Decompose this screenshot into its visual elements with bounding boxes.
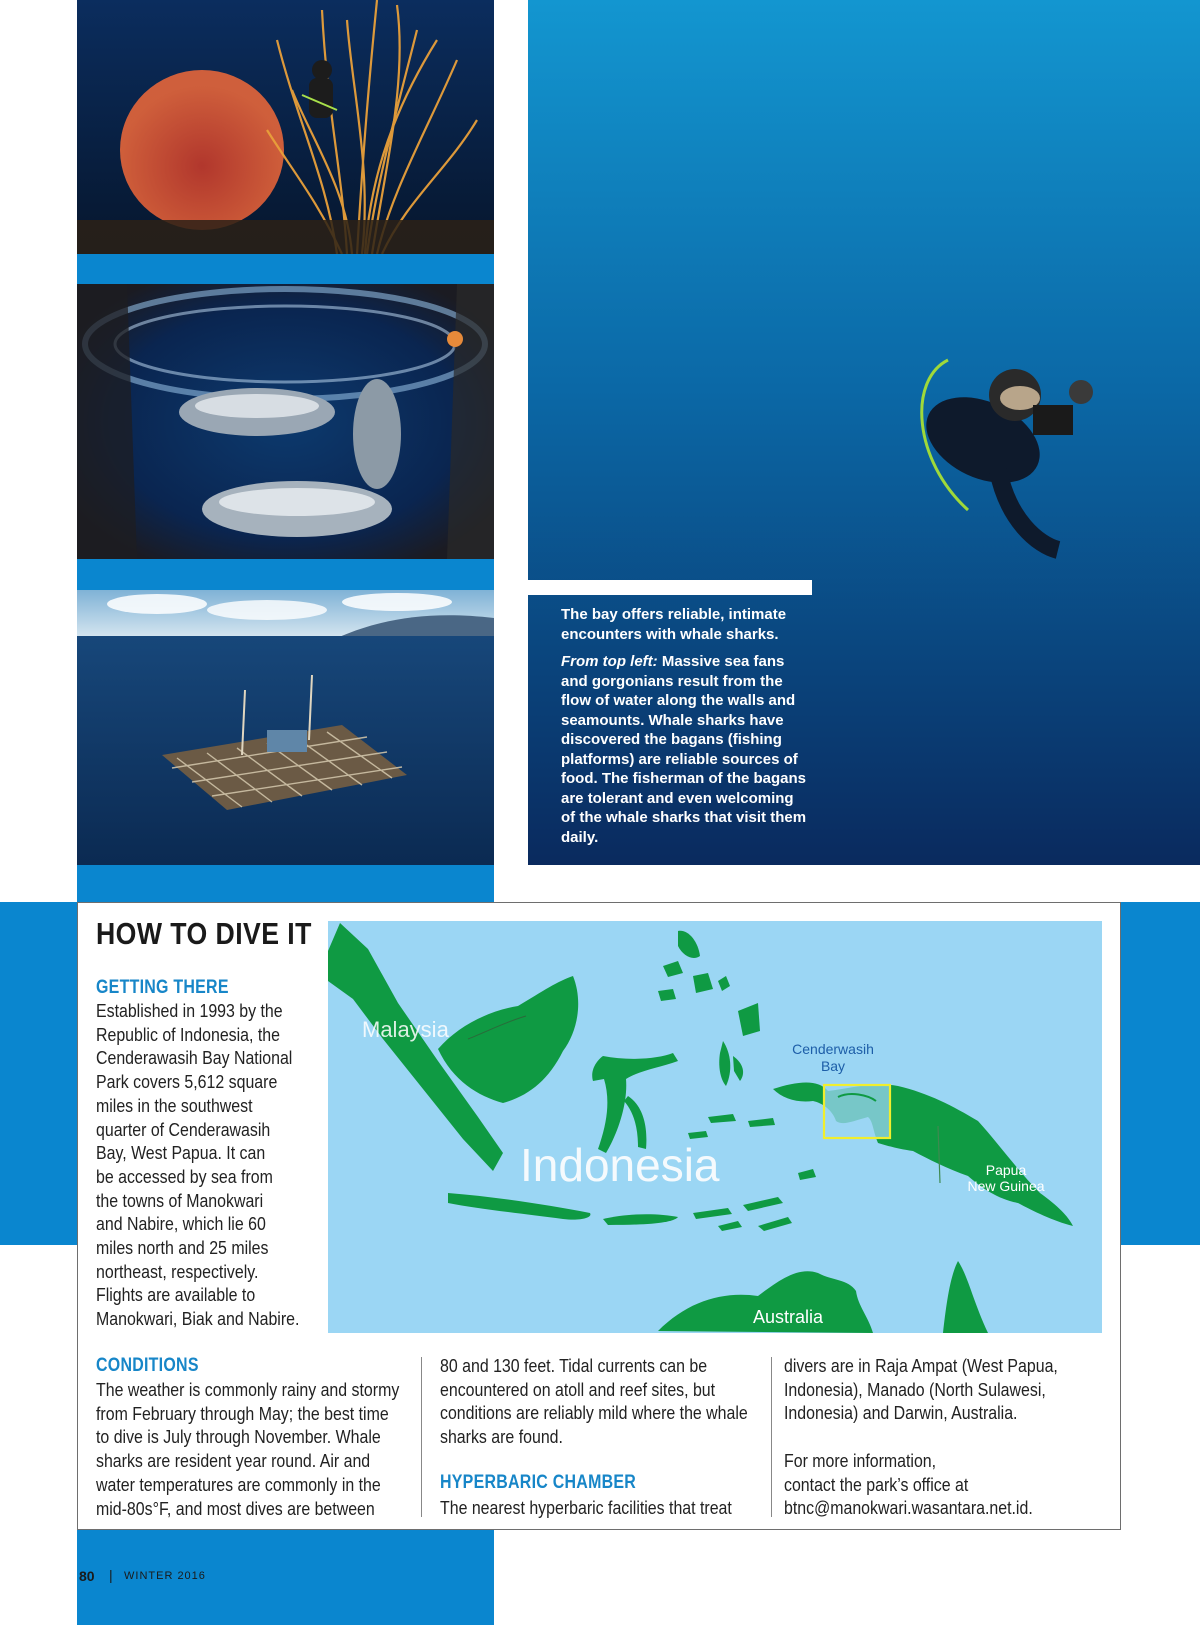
hyperbaric-continued-text: [784, 1354, 1102, 1520]
text-line: 80 and 130 feet. Tidal currents can be: [440, 1355, 708, 1376]
whale-sharks-fisheye-photo: [77, 284, 494, 559]
text-line: Indonesia) and Darwin, Australia.: [784, 1402, 1018, 1424]
caption-text: Massive sea fans and gorgonians result from the flow of water along the walls and seamounts. Whale sharks have discovered the bagans (fishing platforms) are reliable sources of food. The fisherman of the bagans are tolerant and even welcoming of the whale sharks that visit them daily.: [561, 653, 807, 846]
map-sea: [328, 921, 1102, 1333]
map-label-australia: Australia: [752, 1307, 824, 1327]
text-line: mid-80s°F, and most dives are between: [96, 1497, 375, 1519]
text-line: Cenderawasih Bay National: [96, 1047, 293, 1069]
map-label-indonesia: Indonesia: [520, 1139, 720, 1191]
page-number: 80: [79, 1568, 95, 1584]
text-line: divers are in Raja Ampat (West Papua,: [784, 1355, 1058, 1376]
indonesia-map: [328, 921, 1102, 1333]
hyperbaric-heading: HYPERBARIC CHAMBER: [440, 1472, 637, 1493]
text-line: Park covers 5,612 square: [96, 1071, 278, 1093]
text-line: to dive is July through November. Whale: [96, 1426, 381, 1448]
caption-lead-in: From top left:: [561, 653, 658, 670]
cenderwasih-bay-highlight: [824, 1085, 890, 1138]
text-line: contact the park’s office at: [784, 1473, 969, 1495]
text-line: Indonesia), Manado (North Sulawesi,: [784, 1378, 1046, 1400]
text-line: miles in the southwest: [96, 1094, 253, 1116]
getting-there-text: [96, 999, 324, 1331]
map-label-malaysia: Malaysia: [362, 1017, 449, 1042]
text-line: water temperatures are commonly in the: [96, 1473, 381, 1495]
text-line: sharks are resident year round. Air and: [96, 1450, 371, 1472]
caption-divider-strip: [528, 580, 812, 595]
text-line: encountered on atoll and reef sites, but: [440, 1378, 716, 1400]
getting-there-heading: GETTING THERE: [96, 977, 229, 998]
text-line: the towns of Manokwari: [96, 1189, 264, 1211]
map-label-new-guinea: New Guinea: [967, 1178, 1045, 1194]
column-divider: [421, 1357, 422, 1517]
map-label-papua: Papua: [985, 1162, 1027, 1178]
conditions-continued-text: [440, 1354, 756, 1449]
column-divider: [771, 1357, 772, 1517]
map-label-bay: Bay: [820, 1058, 846, 1074]
text-line: from February through May; the best time: [96, 1402, 389, 1424]
text-line: Republic of Indonesia, the: [96, 1023, 280, 1045]
text-line: Flights are available to: [96, 1284, 256, 1306]
text-line: conditions are reliably mild where the whale: [440, 1402, 748, 1424]
box-title: HOW TO DIVE IT: [96, 916, 312, 951]
caption-headline: The bay offers reliable, intimate encounters with whale sharks.: [561, 606, 787, 643]
photo-caption: [561, 605, 811, 855]
hyperbaric-text: [440, 1496, 756, 1520]
sea-fans-photo: [77, 0, 494, 254]
text-line: For more information,: [784, 1449, 937, 1471]
caption-body: [561, 652, 811, 847]
conditions-heading: CONDITIONS: [96, 1355, 199, 1376]
bagan-platform-photo: [77, 590, 494, 865]
text-line: The nearest hyperbaric facilities that treat: [440, 1497, 732, 1518]
text-line: miles north and 25 miles: [96, 1237, 269, 1259]
park-email-link[interactable]: btnc@manokwari.wasantara.net.id.: [784, 1497, 1033, 1519]
text-line: sharks are found.: [440, 1426, 563, 1448]
text-line: and Nabire, which lie 60: [96, 1213, 266, 1235]
text-line: be accessed by sea from: [96, 1165, 273, 1187]
text-line: northeast, respectively.: [96, 1260, 259, 1282]
text-line: Manokwari, Biak and Nabire.: [96, 1308, 300, 1330]
text-line: Established in 1993 by the: [96, 1000, 283, 1021]
text-line: The weather is commonly rainy and stormy: [96, 1379, 400, 1400]
conditions-text: [96, 1378, 404, 1520]
issue-label: WINTER 2016: [124, 1570, 206, 1582]
footer-separator: |: [109, 1567, 113, 1583]
text-line: Bay, West Papua. It can: [96, 1142, 266, 1164]
map-label-cenderwasih: Cenderwasih: [792, 1041, 874, 1057]
text-line: quarter of Cenderawasih: [96, 1118, 271, 1140]
blank-line: [784, 1425, 1102, 1449]
